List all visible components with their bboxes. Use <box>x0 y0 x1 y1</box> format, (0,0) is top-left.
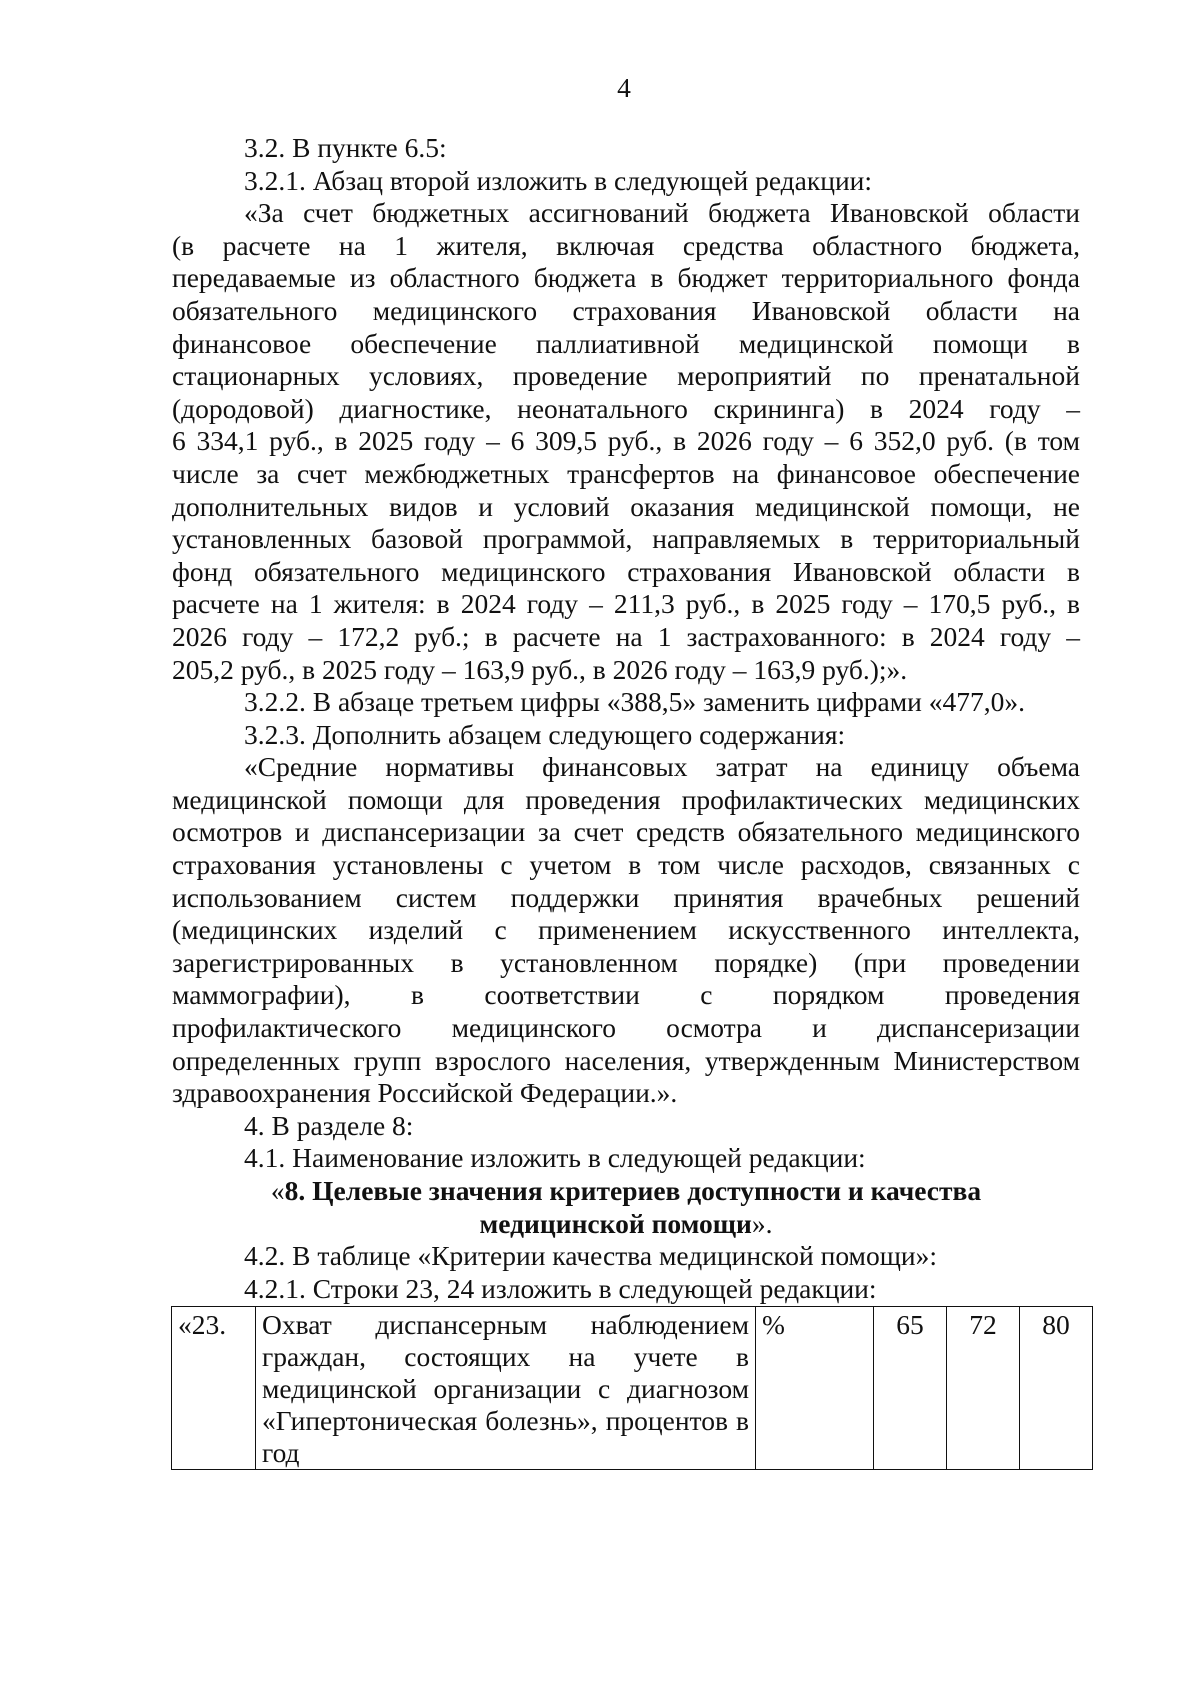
paragraph-block-after <box>172 1240 1080 1305</box>
unit-cell: % <box>756 1307 874 1470</box>
text-line: 4.1. Наименование изложить в следующей редакции: <box>244 1142 866 1174</box>
text-line: расчете на 1 жителя: в 2024 году – 211,3 руб., в 2025 году – 170,5 руб., в <box>172 588 1080 620</box>
paragraph-block <box>172 132 1080 1175</box>
text-line: обязательного медицинского страхования Ивановской области на <box>172 294 1080 326</box>
text-line: здравоохранения Российской Федерации.». <box>172 1077 678 1109</box>
text-line: маммографии), в соответствии с порядком проведения <box>172 979 1080 1011</box>
heading-open-quote: « <box>270 1175 285 1206</box>
text-line: 4. В разделе 8: <box>244 1109 414 1141</box>
text-line: (медицинских изделий с применением искусственного интеллекта, <box>172 914 1080 946</box>
value-2026-cell: 80 <box>1020 1307 1093 1470</box>
text-line: финансовое обеспечение паллиативной медицинской помощи в <box>172 327 1080 359</box>
criterion-description-cell: Охват диспансерным наблюдением граждан, состоящих на учете в медицинской организации с диагнозом «Гипертоническая болезнь», процентов в год <box>256 1307 756 1470</box>
text-line: «Средние нормативы финансовых затрат на единицу объема <box>244 751 1080 783</box>
row-number-cell: «23. <box>172 1307 256 1470</box>
text-line: установленных базовой программой, направляемых в территориальный <box>172 523 1080 555</box>
text-line: стационарных условиях, проведение мероприятий по пренатальной <box>172 360 1080 392</box>
criteria-table <box>171 1306 1093 1470</box>
text-line: использованием систем поддержки принятия врачебных решений <box>172 881 1080 913</box>
text-line: 4.2. В таблице «Критерии качества медицинской помощи»: <box>244 1240 937 1272</box>
text-line: 2026 году – 172,2 руб.; в расчете на 1 застрахованного: в 2024 году – <box>172 620 1080 652</box>
text-line: 4.2.1. Строки 23, 24 изложить в следующей редакции: <box>244 1272 877 1304</box>
heading-close: ». <box>751 1207 773 1239</box>
text-line: 6 334,1 руб., в 2025 году – 6 309,5 руб., в 2026 году – 6 352,0 руб. (в том <box>172 425 1080 457</box>
text-line: 3.2.2. В абзаце третьем цифры «388,5» заменить цифрами «477,0». <box>244 686 1025 718</box>
text-line: фонд обязательного медицинского страхования Ивановской области в <box>172 555 1080 587</box>
text-line: передаваемые из областного бюджета в бюджет территориального фонда <box>172 262 1080 294</box>
text-line: 3.2.3. Дополнить абзацем следующего содержания: <box>244 718 846 750</box>
document-body <box>172 132 1080 1305</box>
value-2025-cell: 72 <box>947 1307 1020 1470</box>
text-line: 3.2. В пункте 6.5: <box>244 132 447 163</box>
text-line: (дородовой) диагностике, неонатального скрининга) в 2024 году – <box>172 392 1080 424</box>
text-line: осмотров и диспансеризации за счет средств обязательного медицинского <box>172 816 1080 848</box>
heading-line-1: 8. Целевые значения критериев доступности и качества <box>284 1175 982 1206</box>
page-number: 4 <box>617 72 631 103</box>
section-heading <box>172 1175 1080 1240</box>
text-line: (в расчете на 1 жителя, включая средства областного бюджета, <box>172 229 1080 261</box>
text-line: страхования установлены с учетом в том числе расходов, связанных с <box>172 849 1080 881</box>
text-line: числе за счет межбюджетных трансфертов на финансовое обеспечение <box>172 457 1080 489</box>
heading-line-2: медицинской помощи <box>479 1207 752 1239</box>
text-line: определенных групп взрослого населения, утвержденным Министерством <box>172 1044 1080 1076</box>
text-line: зарегистрированных в установленном порядке) (при проведении <box>172 946 1080 978</box>
text-line: медицинской помощи для проведения профилактических медицинских <box>172 783 1080 815</box>
text-line: 205,2 руб., в 2025 году – 163,9 руб., в 2026 году – 163,9 руб.);». <box>172 653 908 685</box>
table-row <box>172 1307 1093 1470</box>
text-line: дополнительных видов и условий оказания медицинской помощи, не <box>172 490 1080 522</box>
value-2024-cell: 65 <box>874 1307 947 1470</box>
text-line: «За счет бюджетных ассигнований бюджета Ивановской области <box>244 197 1080 229</box>
text-line: 3.2.1. Абзац второй изложить в следующей редакции: <box>244 164 873 196</box>
text-line: профилактического медицинского осмотра и диспансеризации <box>172 1012 1080 1044</box>
